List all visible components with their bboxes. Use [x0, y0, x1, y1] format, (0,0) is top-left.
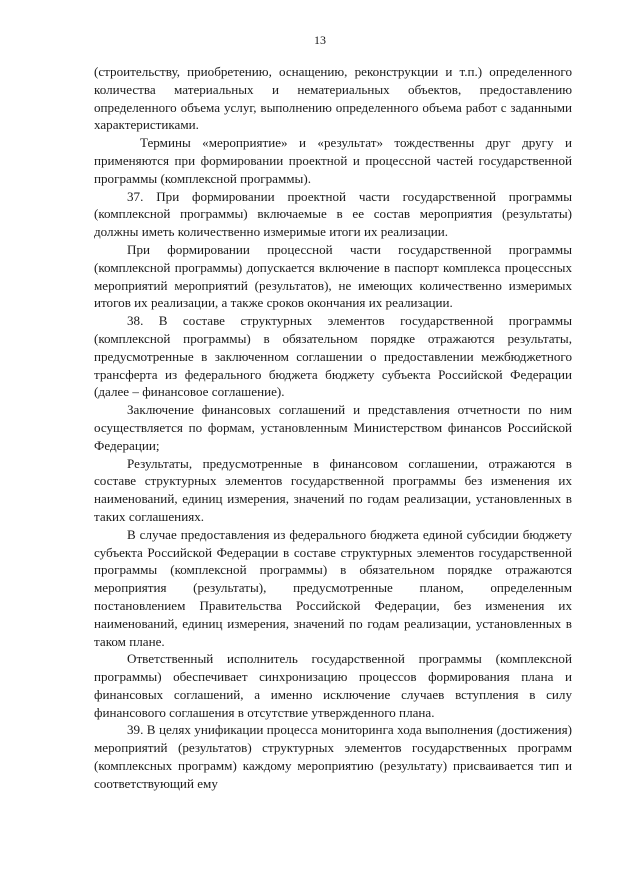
- page-number: 13: [314, 33, 326, 47]
- paragraph-1: (строительству, приобретению, оснащению, реконструкции и т.п.) определенного количества материальных и нематериальных объектов, предоставлению определенного объема услуг, выполнению определенного объема работ с заданными характеристиками.: [94, 64, 572, 133]
- paragraph-7: Результаты, предусмотренные в финансовом соглашении, отражаются в составе структурных элементов государственной программы без изменения их наименований, единиц измерения, значений по годам реализации, установленных в таких соглашениях.: [94, 455, 572, 524]
- paragraph-2: Термины «мероприятие» и «результат» тождественны друг другу и применяются при формировании проектной и процессной частей государственной программы (комплексной программы).: [94, 135, 572, 186]
- paragraph-5: 38. В составе структурных элементов государственной программы (комплексной программы) в обязательном порядке отражаются результаты, предусмотренные в заключенном соглашении о предоставлении межбюджетного трансферта из федерального бюджета бюджету субъекта Российской Федерации (далее – финансовое соглашение).: [94, 313, 572, 400]
- paragraph-9: Ответственный исполнитель государственной программы (комплексной программы) обеспечивает синхронизацию процессов формирования плана и финансовых соглашений, а именно исключение случаев вступления в силу финансового соглашения в отсутствие утвержденного плана.: [94, 651, 572, 720]
- document-body: [94, 63, 572, 793]
- paragraph-8: В случае предоставления из федерального бюджета единой субсидии бюджету субъекта Российской Федерации в составе структурных элементов государственной программы (комплексной программы) в обязательном порядке отражаются мероприятия (результаты), предусмотренные планом, определенным постановлением Правительства Российской Федерации, без изменения их наименований, единиц измерения, значений по годам реализации, установленных в таком плане.: [94, 526, 572, 649]
- paragraph-6: Заключение финансовых соглашений и представления отчетности по ним осуществляется по формам, установленным Министерством финансов Российской Федерации;: [94, 402, 572, 453]
- paragraph-10: 39. В целях унификации процесса мониторинга хода выполнения (достижения) мероприятий (результатов) структурных элементов государственных программ (комплексных программ) каждому мероприятию (результату) присваивается тип и соответствующий ему: [94, 722, 572, 791]
- paragraph-3: 37. При формировании проектной части государственной программы (комплексной программы) включаемые в ее состав мероприятия (результаты) должны иметь количественно измеримые итоги их реализации.: [94, 188, 572, 240]
- paragraph-4: При формировании процессной части государственной программы (комплексной программы) допускается включение в паспорт комплекса процессных мероприятий мероприятий (результатов), не имеющих количественно измеримых итогов их реализации, а также сроков окончания их реализации.: [94, 241, 572, 311]
